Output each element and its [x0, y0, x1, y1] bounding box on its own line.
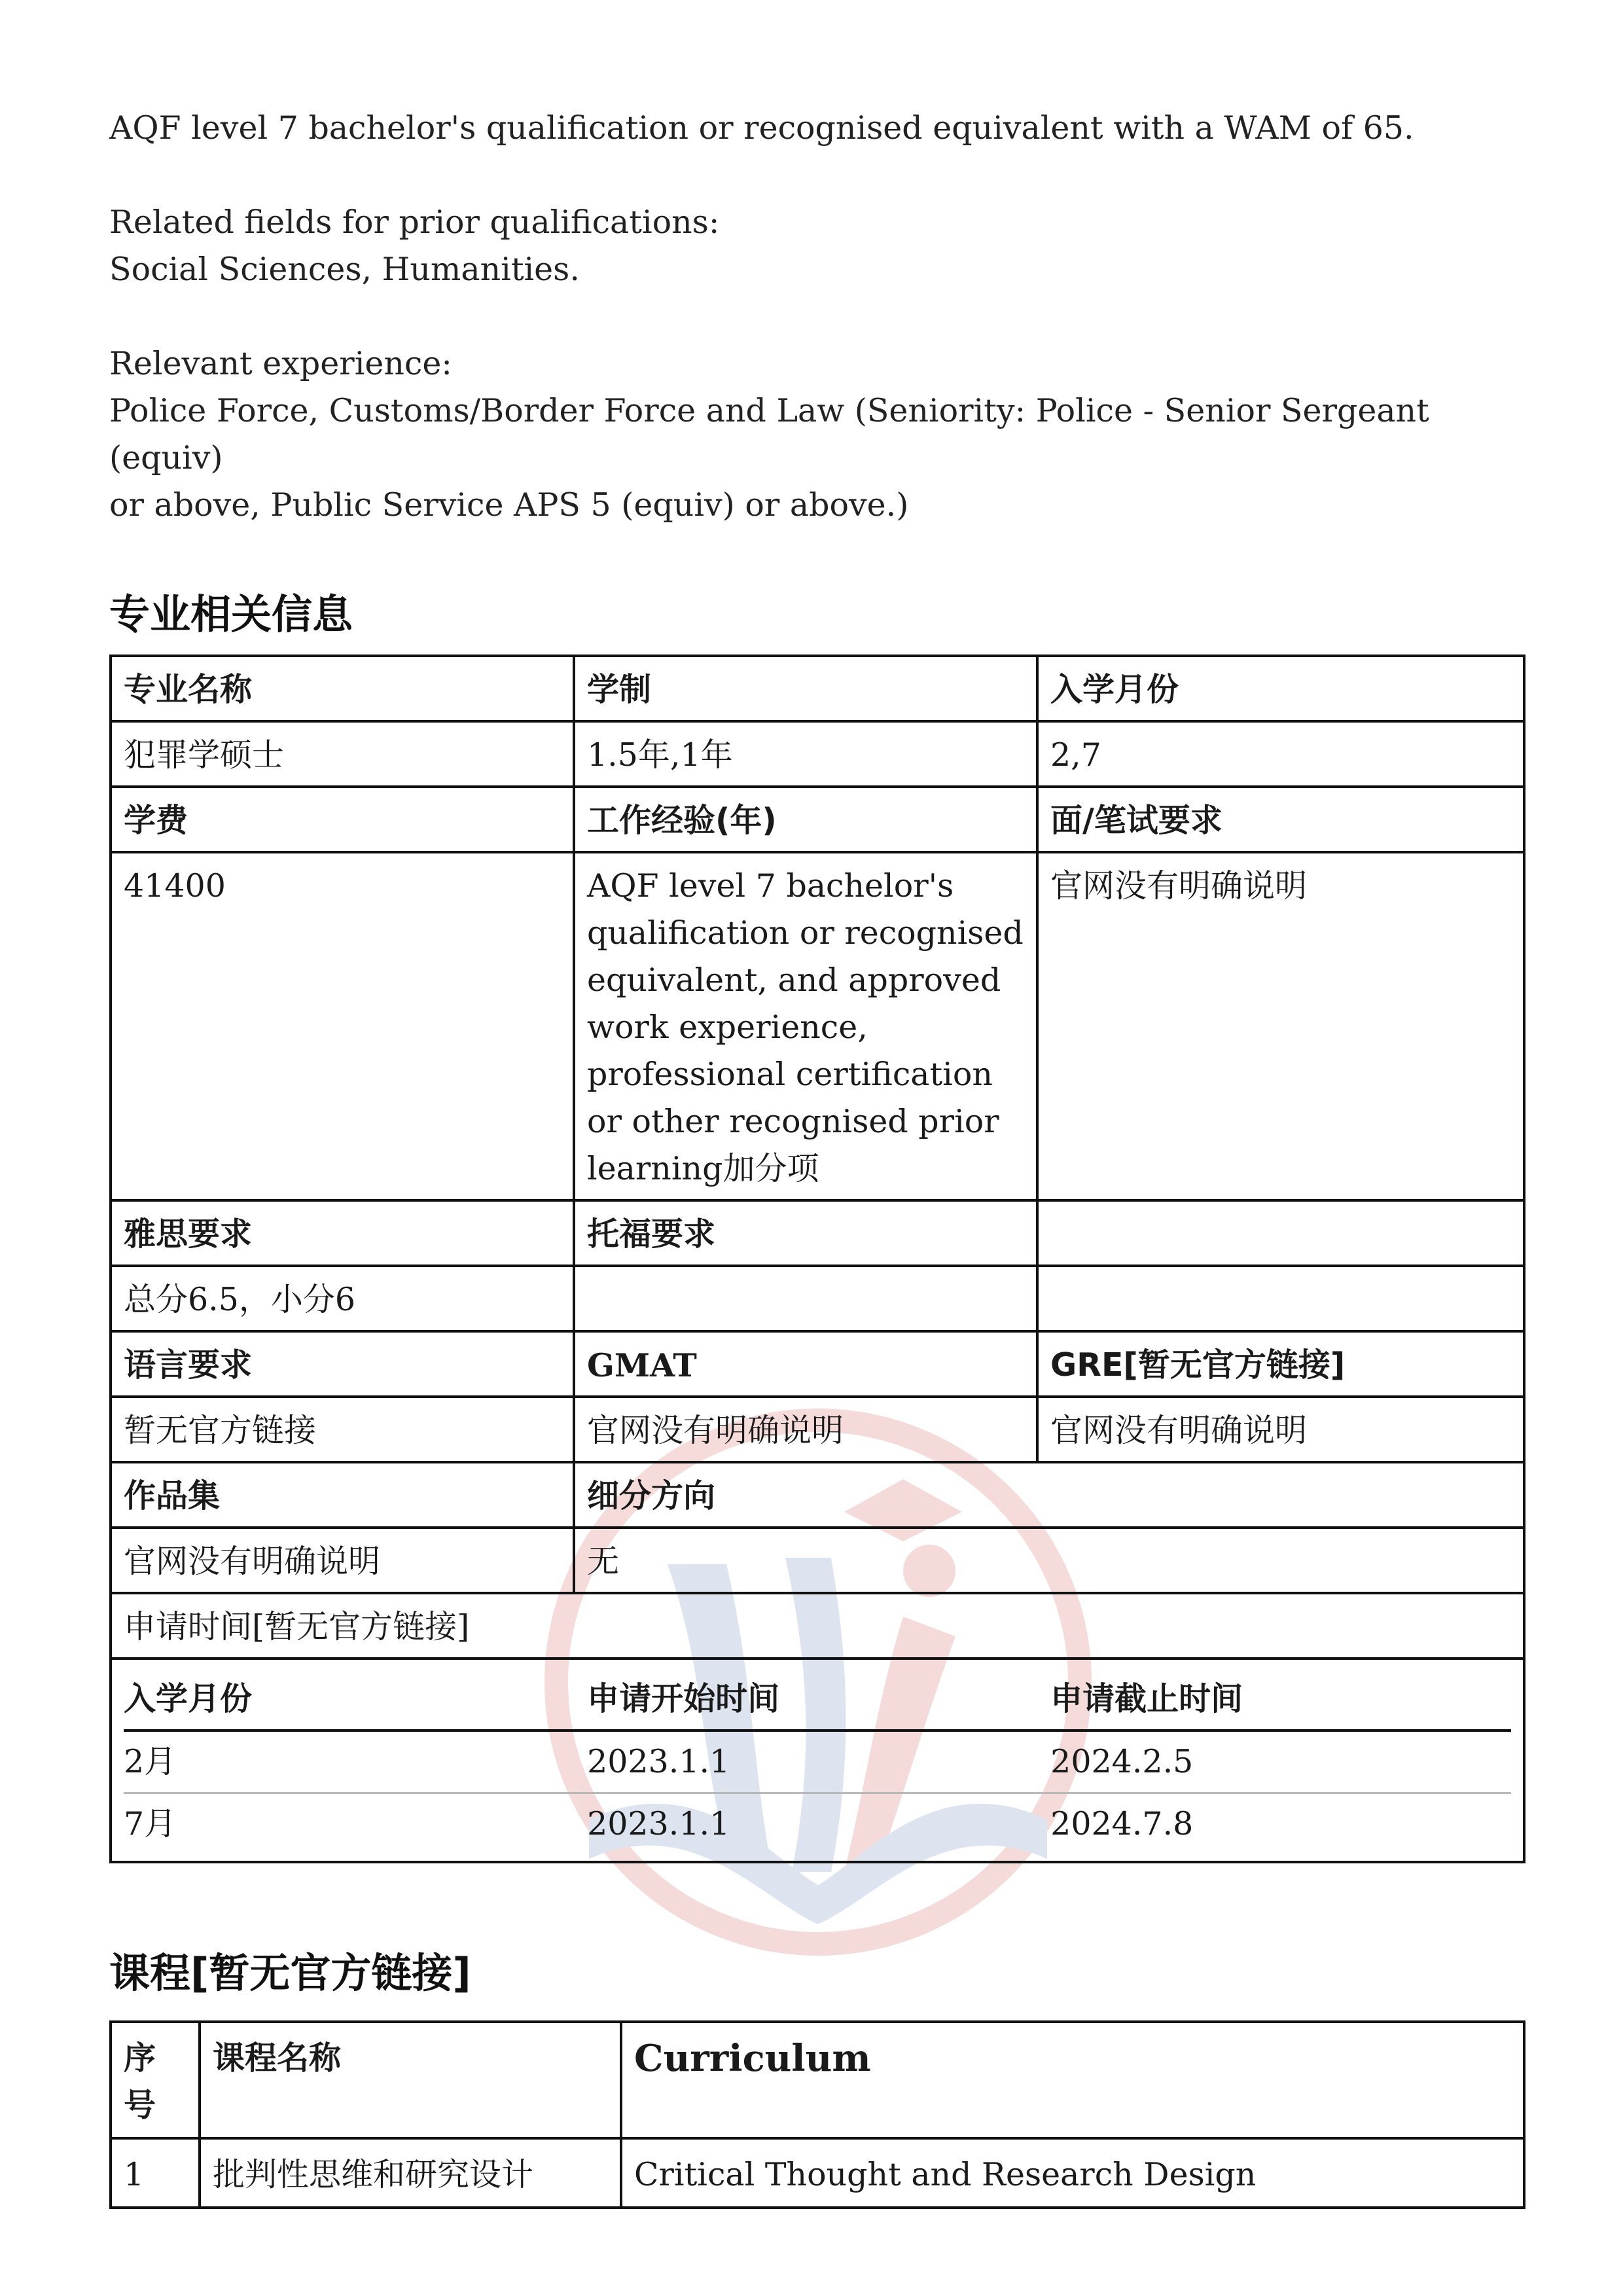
application-schedule-table: [124, 1669, 1511, 1854]
application-schedule-cell: [111, 1659, 1524, 1862]
table-row: [111, 1593, 1524, 1659]
relevant-experience-line1: Police Force, Customs/Border Force and Law (Seniority: Police - Senior Sergeant (equiv): [109, 392, 1429, 476]
value-portfolio: 官网没有明确说明: [111, 1528, 574, 1593]
application-time-label: 申请时间[暂无官方链接]: [111, 1593, 1524, 1659]
table-row: [111, 1331, 1524, 1397]
app-deadline: 2024.7.8: [1050, 1805, 1194, 1842]
value-gre: 官网没有明确说明: [1037, 1397, 1524, 1462]
related-fields-value: Social Sciences, Humanities.: [109, 251, 580, 288]
value-duration: 1.5年,1年: [574, 721, 1037, 787]
course-name: 批判性思维和研究设计: [200, 2138, 621, 2208]
related-fields-label: Related fields for prior qualifications:: [109, 204, 720, 241]
table-row: [111, 852, 1524, 1200]
courses-heading: 课程[暂无官方链接]: [109, 1949, 471, 1997]
app-header-deadline: 申请截止时间: [1050, 1669, 1511, 1731]
program-info-table: [109, 655, 1525, 1863]
table-row: [111, 1659, 1524, 1862]
value-gmat: 官网没有明确说明: [574, 1397, 1037, 1462]
table-row: [124, 1731, 1511, 1793]
header-work-experience: 工作经验(年): [574, 787, 1037, 852]
table-row: [111, 1462, 1524, 1528]
header-program-name: 专业名称: [111, 656, 574, 721]
header-duration: 学制: [574, 656, 1037, 721]
relevant-experience-label: Relevant experience:: [109, 345, 452, 382]
app-start: 2023.1.1: [587, 1805, 730, 1842]
header-tuition: 学费: [111, 787, 574, 852]
table-row: [111, 1528, 1524, 1593]
course-curriculum: Critical Thought and Research Design: [621, 2138, 1524, 2208]
page-content: [109, 105, 1523, 2209]
value-toefl: [574, 1266, 1037, 1331]
header-language-requirement: 语言要求: [111, 1331, 574, 1397]
value-empty: [1037, 1266, 1524, 1331]
header-gre: GRE[暂无官方链接]: [1037, 1331, 1524, 1397]
value-program-name: 犯罪学硕士: [111, 721, 574, 787]
app-intake: 7月: [124, 1805, 177, 1842]
app-header-start: 申请开始时间: [587, 1669, 1050, 1731]
course-header-index: 序号: [111, 2022, 200, 2138]
table-row: [111, 2022, 1524, 2138]
app-header-intake: 入学月份: [124, 1669, 587, 1731]
table-row: [111, 1397, 1524, 1462]
value-intake-month: 2,7: [1037, 721, 1524, 787]
course-index: 1: [111, 2138, 200, 2208]
app-start: 2023.1.1: [587, 1731, 1050, 1793]
value-tuition: 41400: [111, 852, 574, 1200]
table-row: [111, 1200, 1524, 1266]
table-row: [111, 656, 1524, 721]
table-row: [124, 1793, 1511, 1855]
header-intake-month: 入学月份: [1037, 656, 1524, 721]
course-header-curriculum: Curriculum: [621, 2022, 1524, 2138]
value-interview-requirement: 官网没有明确说明: [1037, 852, 1524, 1200]
value-ielts: 总分6.5，小分6: [111, 1266, 574, 1331]
header-ielts: 雅思要求: [111, 1200, 574, 1266]
course-header-name: 课程名称: [200, 2022, 621, 2138]
app-deadline: 2024.2.5: [1050, 1731, 1511, 1793]
header-specialization: 细分方向: [574, 1462, 1524, 1528]
program-info-heading: 专业相关信息: [109, 590, 353, 638]
app-intake: 2月: [124, 1731, 587, 1793]
value-work-experience: AQF level 7 bachelor's qualification or recognised equivalent, and approved work experience, professional certification or other recognised prior learning加分项: [574, 852, 1037, 1200]
relevant-experience-line2: or above, Public Service APS 5 (equiv) or above.): [109, 486, 909, 524]
table-row: [111, 1266, 1524, 1331]
header-empty: [1037, 1200, 1524, 1266]
table-row: [124, 1669, 1511, 1731]
table-row: [111, 787, 1524, 852]
value-specialization: 无: [574, 1528, 1524, 1593]
table-row: [111, 721, 1524, 787]
header-portfolio: 作品集: [111, 1462, 574, 1528]
courses-table: [109, 2020, 1525, 2209]
header-gmat: GMAT: [574, 1331, 1037, 1397]
value-language-requirement: 暂无官方链接: [111, 1397, 574, 1462]
header-interview-requirement: 面/笔试要求: [1037, 787, 1524, 852]
table-row: [111, 2138, 1524, 2208]
intro-wam-text: AQF level 7 bachelor's qualification or recognised equivalent with a WAM of 65.: [109, 109, 1414, 147]
header-toefl: 托福要求: [574, 1200, 1037, 1266]
